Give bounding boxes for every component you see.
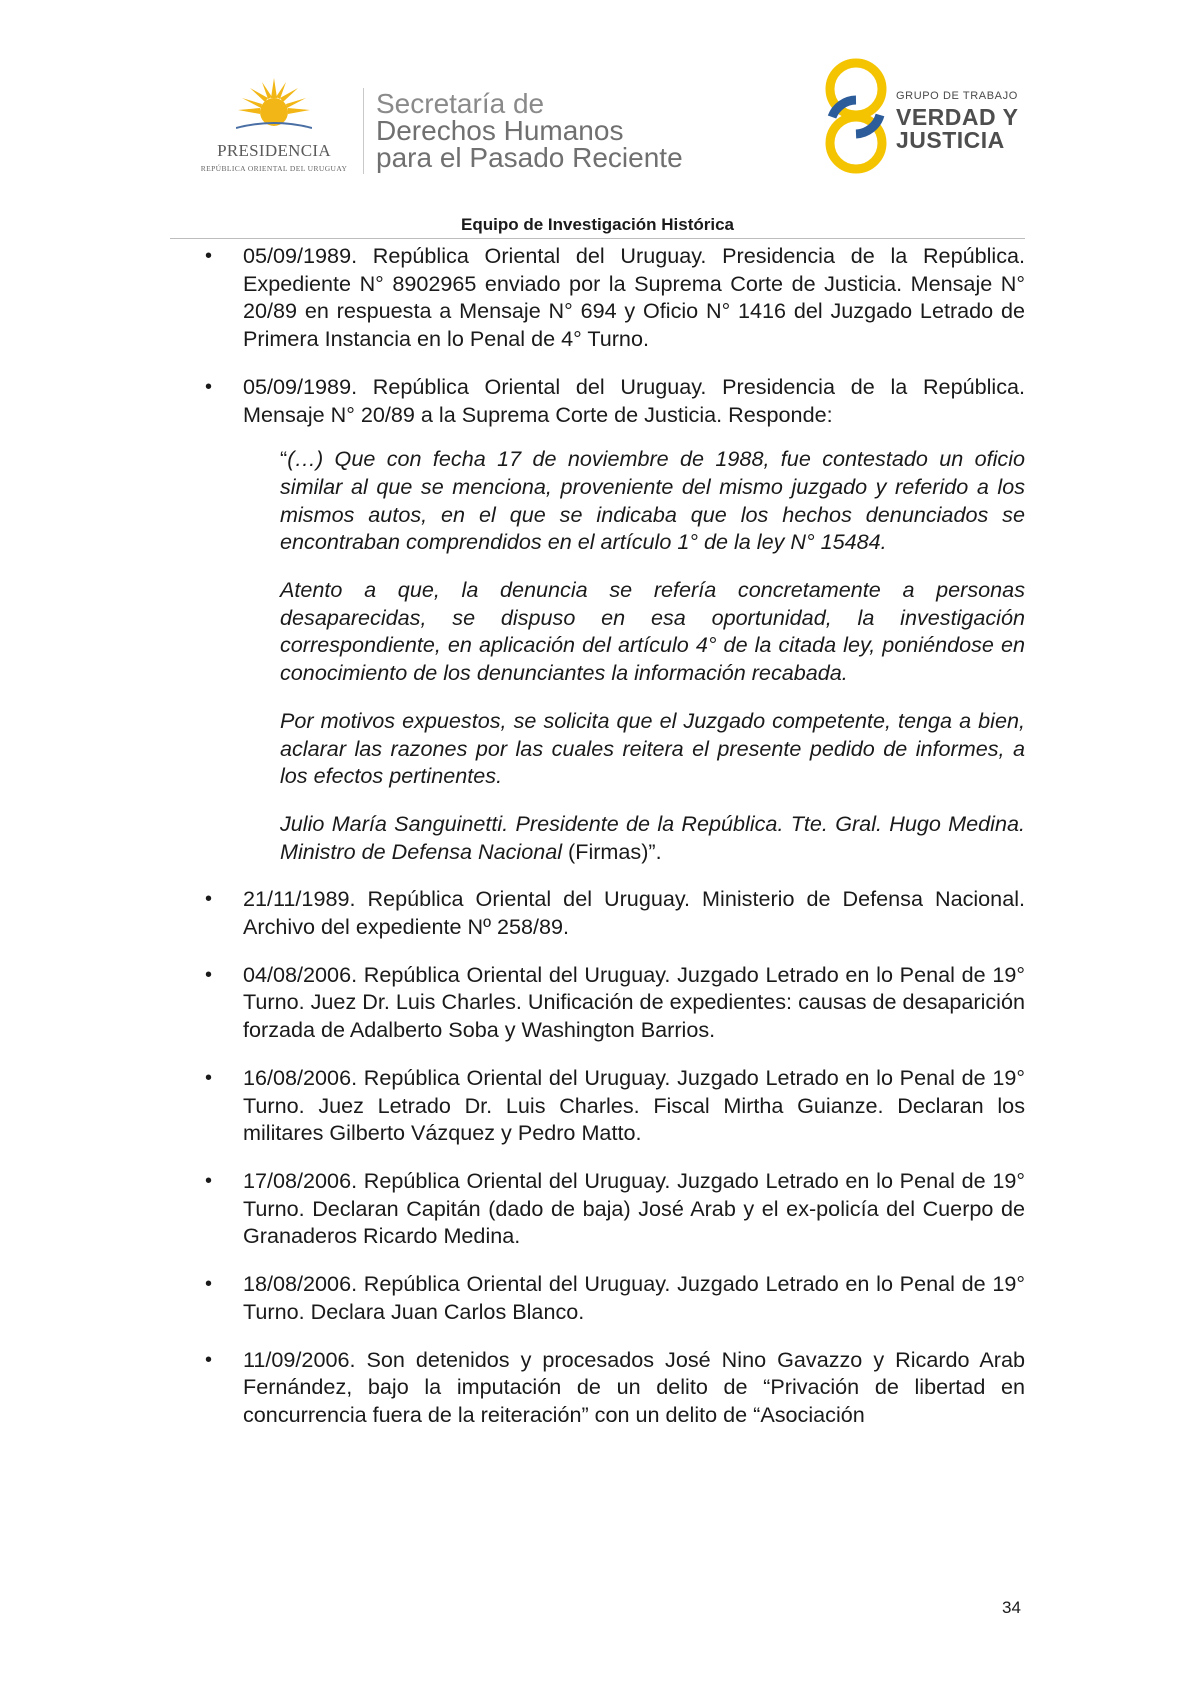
quote-signature-names: Julio María Sanguinetti. Presidente de la República. Tte. Gral. Hugo Medina. Ministro de Defensa Nacional (280, 810, 1025, 864)
entry-text: 18/08/2006. República Oriental del Uruguay. Juzgado Letrado en lo Penal de 19° Turno. Declara Juan Carlos Blanco. (243, 1271, 1025, 1324)
quote-paragraph-3: Por motivos expuestos, se solicita que el Juzgado competente, tenga a bien, aclarar las razones por las cuales reitera el presente pedido de informes, a los efectos pertinentes. (280, 707, 1025, 789)
sun-icon (236, 78, 312, 142)
entry-text: 05/09/1989. República Oriental del Uruguay. Presidencia de la República. Mensaje N° 20/89 a la Suprema Corte de Justicia. Responde: (243, 373, 1025, 427)
bullet: • (205, 1273, 213, 1296)
list-item (205, 961, 1025, 1044)
bullet: • (205, 245, 213, 267)
bullet: • (205, 1169, 213, 1192)
page-number: 34 (1002, 1598, 1021, 1617)
entry-text: 05/09/1989. República Oriental del Uruguay. Presidencia de la República. Expediente N° 8902965 enviado por la Suprema Corte de Justicia. Mensaje N° 20/89 en respuesta a Mensaje N° 694 y Oficio N° 1416 del Juzgado Letrado de Primera Instancia en lo Penal de 4° Turno. (243, 243, 1025, 352)
secretaria-line-2: Derechos Humanos (376, 115, 624, 146)
quote-signature (280, 810, 1025, 865)
entry-text: 11/09/2006. Son detenidos y procesados José Nino Gavazzo y Ricardo Arab Fernández, bajo la imputación de un delito de “Privación de libertad en concurrencia fuera de la reiteración” con un delito de “Asociación (243, 1346, 1025, 1427)
bullet: • (205, 375, 213, 398)
secretaria-title (376, 90, 683, 171)
team-title: Equipo de Investigación Histórica (461, 215, 734, 234)
quote-paragraph-2: Atento a que, la denuncia se refería concretamente a personas desaparecidas, se dispuso en esa oportunidad, la investigación correspondiente, en aplicación del artículo 4° de la citada ley, poniéndose en conocimiento de los denunciantes la información recabada. (280, 577, 1025, 686)
entry-text: 17/08/2006. República Oriental del Uruguay. Juzgado Letrado en lo Penal de 19° Turno. Declaran Capitán (dado de baja) José Arab y el ex-policía del Cuerpo de Granaderos Ricardo Medina. (243, 1167, 1025, 1249)
secretaria-line-1: Secretaría de (376, 88, 545, 119)
bullet: • (205, 1348, 213, 1371)
bullet: • (205, 963, 213, 986)
quote-paragraph (280, 445, 1025, 556)
bullet: • (205, 888, 213, 911)
secretaria-line-3: para el Pasado Reciente (376, 142, 683, 173)
block-quote (280, 445, 1025, 865)
logo-divider (363, 88, 364, 174)
entry-text: 04/08/2006. República Oriental del Uruguay. Juzgado Letrado en lo Penal de 19° Turno. Juez Dr. Luis Charles. Unificación de expedientes: causas de desaparición forzada de Adalberto Soba y Washington Barrios. (243, 961, 1025, 1043)
document-body (205, 242, 1025, 1449)
presidencia-logo (196, 78, 352, 178)
gtvj-line-2: JUSTICIA (896, 127, 1005, 153)
bullet: • (205, 1066, 213, 1089)
list-item (205, 1270, 1025, 1325)
list-item (205, 1346, 1025, 1429)
list-item (205, 1167, 1025, 1250)
quote-signature-note: (Firmas)”. (562, 838, 662, 864)
rings-icon (822, 55, 894, 180)
list-item (205, 242, 1025, 353)
quote-paragraph-1: (…) Que con fecha 17 de noviembre de 1988, fue contestado un oficio similar al que se menciona, proveniente del mismo juzgado y referido a los mismos autos, en el que se indicaba que los hechos denunciados se encontraban comprendidos en el artículo 1° de la ley N° 15484. (280, 446, 1025, 555)
verdad-justicia-logo (822, 55, 1032, 180)
gtvj-small-label: GRUPO DE TRABAJO (896, 90, 1018, 102)
list-item (205, 373, 1025, 428)
presidencia-name: PRESIDENCIA (217, 141, 331, 160)
presidencia-subtitle: REPÚBLICA ORIENTAL DEL URUGUAY (200, 164, 348, 173)
list-item (205, 885, 1025, 940)
header-rule (170, 238, 1025, 239)
gtvj-line-1: VERDAD Y (896, 104, 1019, 130)
page-header (0, 0, 1190, 234)
quote-open-mark: “ (280, 446, 288, 472)
entry-text: 16/08/2006. República Oriental del Uruguay. Juzgado Letrado en lo Penal de 19° Turno. Juez Letrado Dr. Luis Charles. Fiscal Mirtha Guianze. Declaran los militares Gilberto Vázquez y Pedro Matto. (243, 1064, 1025, 1146)
entry-text: 21/11/1989. República Oriental del Uruguay. Ministerio de Defensa Nacional. Archivo del expediente Nº 258/89. (243, 886, 1025, 940)
list-item (205, 1064, 1025, 1147)
